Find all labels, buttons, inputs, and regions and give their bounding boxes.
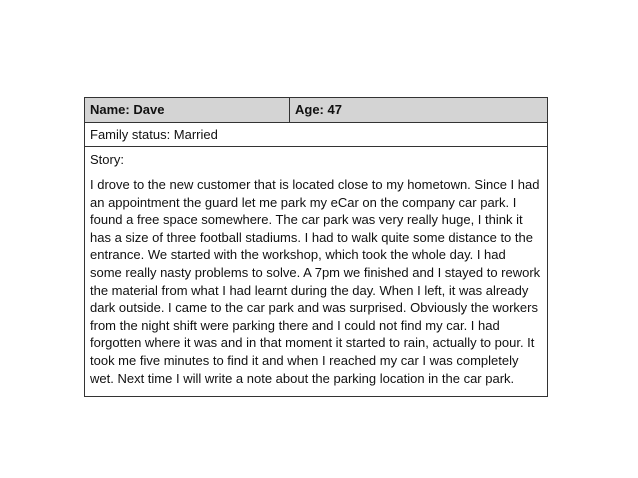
persona-header-row bbox=[85, 98, 547, 123]
persona-name: Name: Dave bbox=[85, 98, 290, 122]
persona-card bbox=[84, 97, 548, 397]
story-section bbox=[85, 147, 547, 396]
persona-age: Age: 47 bbox=[295, 102, 342, 117]
family-status: Family status: Married bbox=[85, 123, 547, 147]
story-text: I drove to the new customer that is located close to my hometown. Since I had an appointment the guard let me park my eCar on the company car park. I found a free space somewhere. The car park was very really huge, I think it has a size of three football stadiums. I had to walk quite some distance to the entrance. We started with the workshop, which took the whole day. I had some really nasty problems to solve. A 7pm we finished and I stayed to rework the material from what I had learnt during the day. When I left, it was already dark outside. I came to the car park and was surprised. Obviously the workers from the night shift were parking there and I could not find my car. I had forgotten where it was and in that moment it started to rain, actually to pour. It took me five minutes to find it and when I reached my car I was completely wet. Next time I will write a note about the parking location in the car park. bbox=[90, 177, 541, 386]
story-heading: Story: bbox=[90, 152, 124, 167]
